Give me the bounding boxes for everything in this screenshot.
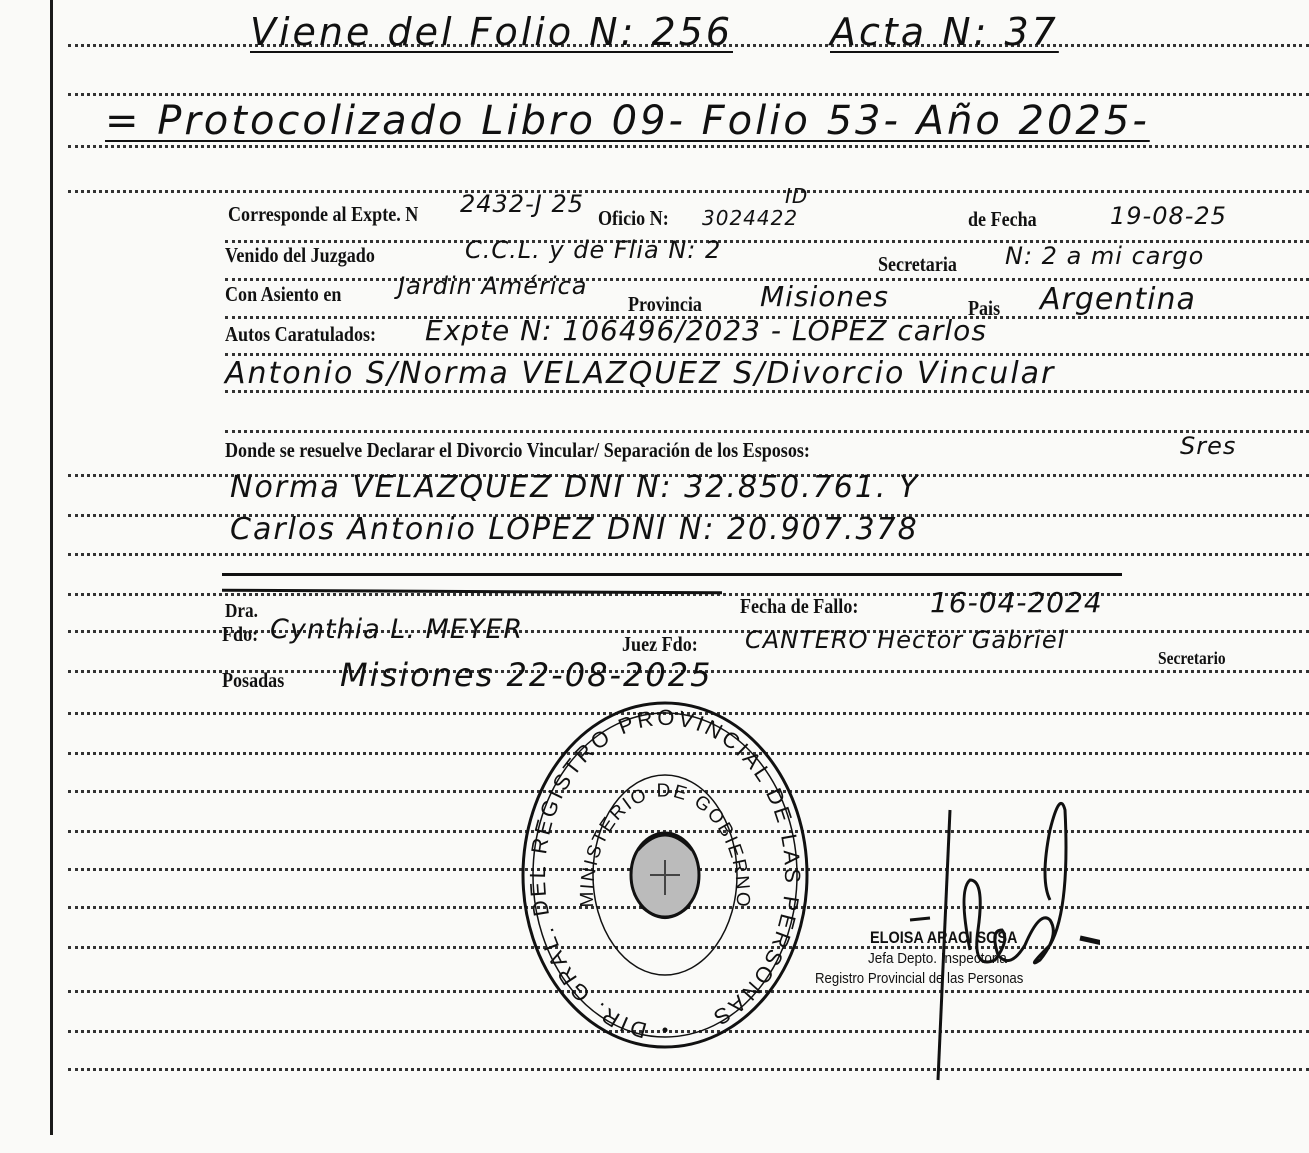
seal-graphic	[520, 700, 810, 1050]
juez-value: CANTERO Hector Gabriel	[745, 626, 1066, 654]
ruled-line	[68, 553, 1309, 556]
coat-of-arms-icon	[631, 833, 699, 918]
ruled-line	[68, 93, 1309, 96]
oficio-label: Oficio N:	[598, 206, 669, 230]
donde-label: Donde se resuelve Declarar el Divorcio Vincular/ Separación de los Esposos:	[225, 438, 810, 462]
acta-number: Acta N: 37	[830, 10, 1059, 54]
autos-value-1: Expte N: 106496/2023 - LOPEZ carlos	[425, 314, 987, 347]
viene-del-folio: Viene del Folio N: 256	[250, 10, 733, 54]
oficio-annotation: ID	[785, 184, 809, 208]
seal-outer-text: DIR. GRAL. DEL REGISTRO PROVINCIAL DE LAS PERSONAS	[524, 704, 806, 1044]
official-seal	[520, 700, 810, 1055]
juzgado-value: C.C.L. y de Flia N: 2	[465, 236, 722, 264]
fecha-value: 19-08-25	[1110, 202, 1227, 230]
secretario-label: Secretario	[1158, 648, 1226, 668]
secretaria-label: Secretaria	[878, 252, 957, 276]
stamp-org: Registro Provincial de las Personas	[815, 970, 1024, 987]
posadas-label: Posadas	[222, 668, 285, 692]
margin-line	[50, 0, 53, 1135]
posadas-value: Misiones 22-08-2025	[340, 656, 713, 694]
ruled-line	[68, 145, 1309, 148]
juez-label: Juez Fdo:	[622, 632, 698, 656]
autos-value-2: Antonio S/Norma VELAZQUEZ S/Divorcio Vincular	[225, 356, 1056, 391]
esposo-2: Carlos Antonio LOPEZ DNI N: 20.907.378	[230, 512, 919, 547]
ruled-line	[68, 190, 1309, 193]
esposo-1: Norma VELAZQUEZ DNI N: 32.850.761. Y	[230, 470, 920, 505]
fecha-label: de Fecha	[968, 207, 1037, 231]
fdo-label: Fdo:	[222, 622, 259, 646]
pais-label: Pais	[968, 296, 1001, 320]
protocolizado-line: = Protocolizado Libro 09- Folio 53- Año 2025-	[105, 98, 1150, 144]
pais-value: Argentina	[1040, 282, 1196, 317]
oficio-value: 3024422	[702, 206, 799, 230]
asiento-label: Con Asiento en	[225, 282, 342, 306]
secretaria-value: N: 2 a mi cargo	[1005, 242, 1205, 270]
fecha-fallo-value: 16-04-2024	[930, 586, 1103, 619]
corresponde-label: Corresponde al Expte. N	[228, 202, 419, 226]
stamp-role: Jefa Depto. Inspectoria	[868, 950, 1007, 967]
donde-value: Sres	[1180, 432, 1237, 460]
provincia-value: Misiones	[760, 280, 889, 313]
asiento-value: Jardin América	[398, 272, 588, 300]
stamp-name: ELOISA ARACI SOSA	[870, 928, 1018, 947]
ruled-line	[225, 430, 1309, 433]
fdo-value: Cynthia L. MEYER	[270, 614, 524, 645]
autos-label: Autos Caratulados:	[225, 322, 377, 346]
ruled-line	[68, 1068, 1309, 1071]
expte-value: 2432-J 25	[460, 190, 584, 218]
dra-label: Dra.	[225, 600, 258, 622]
venido-label: Venido del Juzgado	[225, 243, 375, 267]
strike-line	[222, 573, 1122, 576]
fecha-fallo-label: Fecha de Fallo:	[740, 594, 859, 618]
provincia-label: Provincia	[628, 292, 702, 316]
seal-inner-text: MINISTERIO DE GOBIERNO	[576, 780, 754, 909]
